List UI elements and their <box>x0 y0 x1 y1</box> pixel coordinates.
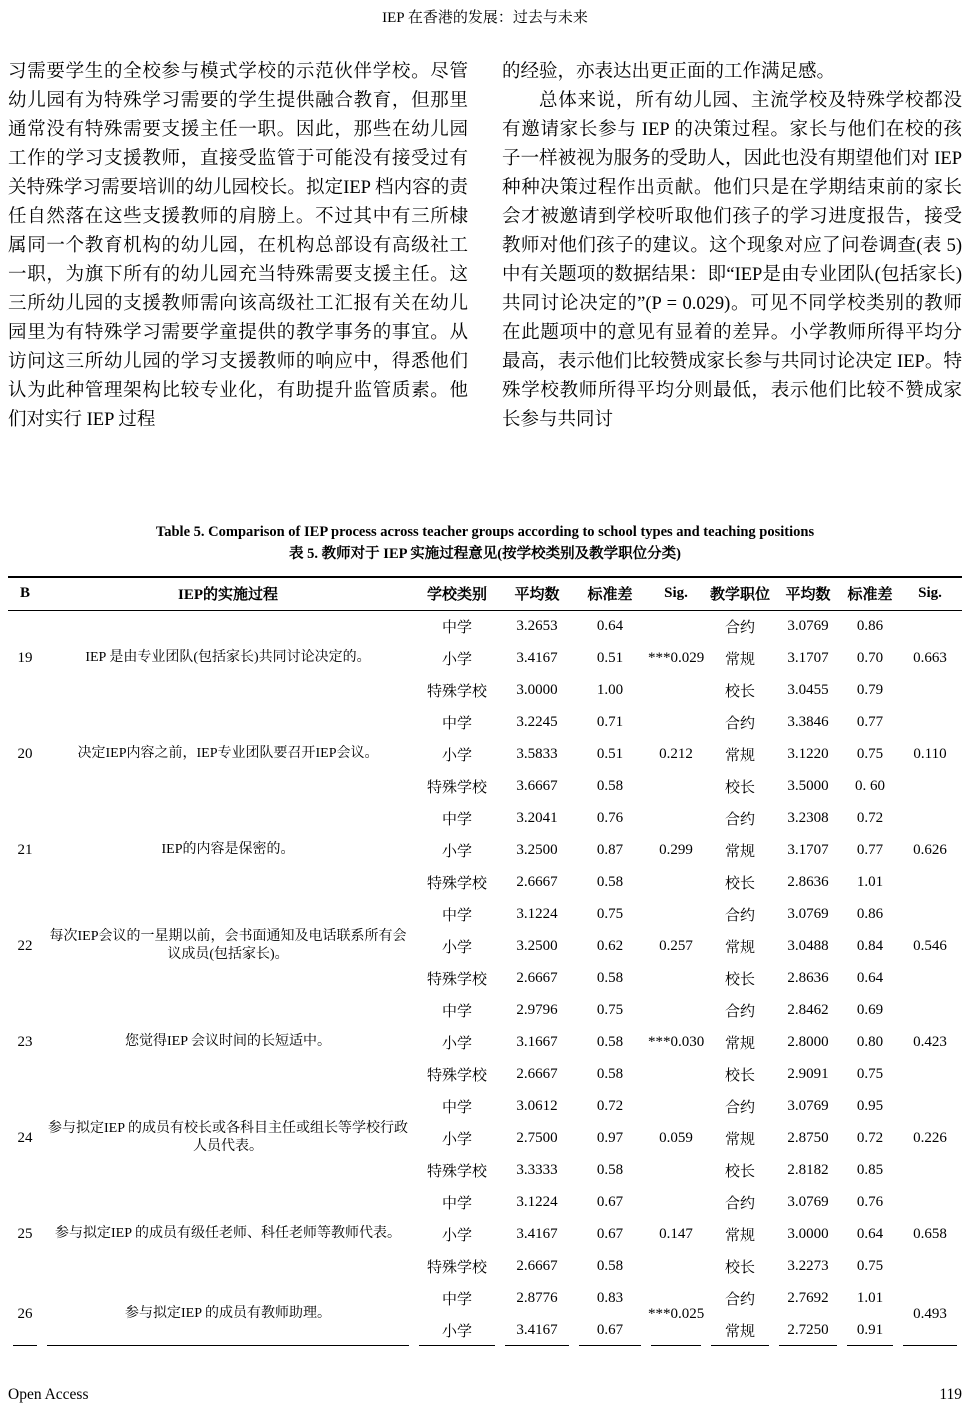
position-mean-cell: 3.5000 <box>787 777 829 794</box>
position-cell: 合约 <box>724 715 755 732</box>
school-sd-cell: 0.71 <box>596 713 624 730</box>
school-mean-cell: 2.9796 <box>516 1001 558 1018</box>
position-sd-cell: 0.77 <box>856 713 884 730</box>
position-sig-cell: 0.626 <box>913 841 947 858</box>
school-mean-cell: 3.4167 <box>500 1314 574 1346</box>
question-cell: 您觉得IEP 会议时间的长短适中。 <box>125 1034 331 1049</box>
school-type-cell: 小学 <box>441 1227 472 1244</box>
school-mean-cell: 3.4167 <box>516 1225 558 1242</box>
school-type-cell: 特殊学校 <box>426 683 487 700</box>
position-cell: 常规 <box>724 747 755 764</box>
position-sd-cell: 0.72 <box>856 1129 884 1146</box>
position-mean-cell: 2.9091 <box>787 1065 829 1082</box>
column-header-mean-2: 平均数 <box>785 587 831 604</box>
position-sd-cell: 0.91 <box>842 1314 898 1346</box>
position-sig-cell: 0.658 <box>913 1225 947 1242</box>
position-cell: 校长 <box>724 875 755 892</box>
school-sd-cell: 0.51 <box>596 745 624 762</box>
position-mean-cell: 3.0769 <box>787 905 829 922</box>
column-header-sd-1: 标准差 <box>587 587 633 604</box>
school-mean-cell: 2.8776 <box>516 1289 558 1306</box>
school-type-cell: 特殊学校 <box>426 875 487 892</box>
position-cell: 常规 <box>724 1227 755 1244</box>
position-cell: 合约 <box>724 1195 755 1212</box>
school-mean-cell: 3.2653 <box>516 617 558 634</box>
position-cell: 常规 <box>724 651 755 668</box>
school-sd-cell: 0.83 <box>596 1289 624 1306</box>
position-mean-cell: 2.8750 <box>787 1129 829 1146</box>
school-type-cell: 中学 <box>441 1003 472 1020</box>
position-mean-cell: 3.0488 <box>787 937 829 954</box>
position-sd-cell: 1.01 <box>856 1289 884 1306</box>
position-mean-cell: 3.0769 <box>787 1193 829 1210</box>
position-sd-cell: 0.84 <box>856 937 884 954</box>
position-cell: 校长 <box>724 1259 755 1276</box>
school-type-cell: 小学 <box>441 747 472 764</box>
position-mean-cell: 2.8636 <box>787 969 829 986</box>
school-sig-cell: ***0.025 <box>646 1282 706 1346</box>
school-sd-cell: 0.62 <box>596 937 624 954</box>
position-mean-cell: 2.7250 <box>774 1314 842 1346</box>
position-sig-cell: 0.546 <box>913 937 947 954</box>
school-mean-cell: 3.2500 <box>516 937 558 954</box>
school-type-cell: 中学 <box>441 1195 472 1212</box>
position-mean-cell: 2.8000 <box>787 1033 829 1050</box>
table-row <box>8 1282 962 1314</box>
school-sd-cell: 0.58 <box>596 1257 624 1274</box>
item-number-cell: 19 <box>17 649 33 666</box>
column-header-sd-2: 标准差 <box>847 587 893 604</box>
position-sig-cell: 0.226 <box>913 1129 947 1146</box>
school-sd-cell: 0.76 <box>596 809 624 826</box>
left-column <box>8 58 468 435</box>
position-sd-cell: 0.64 <box>856 969 884 986</box>
school-mean-cell: 3.2500 <box>516 841 558 858</box>
position-mean-cell: 2.8462 <box>787 1001 829 1018</box>
position-sd-cell: 0.77 <box>856 841 884 858</box>
school-sd-cell: 0.58 <box>596 1033 624 1050</box>
position-cell: 合约 <box>724 1099 755 1116</box>
question-cell: 参与拟定IEP 的成员有教师助理。 <box>42 1282 414 1346</box>
school-sd-cell: 0.67 <box>596 1193 624 1210</box>
school-type-cell: 中学 <box>441 715 472 732</box>
position-sd-cell: 0. 60 <box>855 777 885 794</box>
school-type-cell: 小学 <box>441 939 472 956</box>
position-sd-cell: 0.75 <box>856 1257 884 1274</box>
position-mean-cell: 3.0455 <box>787 681 829 698</box>
position-sd-cell: 0.70 <box>856 649 884 666</box>
item-number-cell: 20 <box>17 745 33 762</box>
question-cell: IEP的内容是保密的。 <box>161 842 295 857</box>
position-sd-cell: 1.01 <box>856 873 884 890</box>
column-header-process: IEP的实施过程 <box>177 587 278 604</box>
school-sig-cell: ***0.029 <box>648 649 705 666</box>
school-sd-cell: 0.64 <box>596 617 624 634</box>
position-cell: 合约 <box>724 619 755 636</box>
question-cell: 每次IEP会议的一星期以前，会书面通知及电话联系所有会议成员(包括家长)。 <box>49 929 407 962</box>
school-mean-cell: 3.2245 <box>516 713 558 730</box>
school-sd-cell: 0.58 <box>596 1065 624 1082</box>
school-type-cell: 小学 <box>441 1131 472 1148</box>
school-mean-cell: 3.1224 <box>516 1193 558 1210</box>
school-sd-cell: 0.58 <box>596 777 624 794</box>
school-sd-cell: 0.58 <box>596 873 624 890</box>
table-row <box>8 994 962 1026</box>
school-sd-cell: 1.00 <box>596 681 624 698</box>
school-sd-cell: 0.51 <box>596 649 624 666</box>
item-number-cell: 23 <box>17 1033 33 1050</box>
school-type-cell: 中学 <box>441 1291 472 1308</box>
school-sd-cell: 0.67 <box>596 1225 624 1242</box>
table-row <box>8 802 962 834</box>
school-sd-cell: 0.67 <box>574 1314 646 1346</box>
school-sig-cell: 0.299 <box>659 841 693 858</box>
position-cell: 校长 <box>724 1067 755 1084</box>
position-cell: 校长 <box>724 1163 755 1180</box>
position-sd-cell: 0.86 <box>856 617 884 634</box>
school-type-cell: 中学 <box>441 1099 472 1116</box>
school-sig-cell: ***0.030 <box>648 1033 705 1050</box>
table-caption <box>8 523 962 564</box>
position-cell: 校长 <box>724 971 755 988</box>
school-sig-cell: 0.257 <box>659 937 693 954</box>
position-sd-cell: 0.76 <box>856 1193 884 1210</box>
question-cell: 参与拟定IEP 的成员有校长或各科目主任或组长等学校行政人员代表。 <box>48 1121 408 1154</box>
page-footer <box>8 1386 962 1404</box>
position-mean-cell: 3.1707 <box>787 841 829 858</box>
paragraph: 习需要学生的全校参与模式学校的示范伙伴学校。尽管幼儿园有为特殊学习需要的学生提供融合教育，但那里通常没有特殊需要支援主任一职。因此，那些在幼儿园工作的学习支援教师，直接受监管于可能没有接受过有关特殊学习需要培训的幼儿园校长。拟定IEP 档内容的责任自然落在这些支援教师的肩膀上。不过其中有三所棣属同一个教育机构的幼儿园，在机构总部设有高级社工一职，为旗下所有的幼儿园充当特殊需要支援主任。这三所幼儿园的支援教师需向该高级社工汇报有关在幼儿园里为有特殊学习需要学童提供的教学事务的事宜。从访问这三所幼儿园的学习支援教师的响应中，得悉他们认为此种管理架构比较专业化，有助提升监管质素。他们对实行 IEP 过程 <box>8 62 468 430</box>
position-cell: 合约 <box>724 907 755 924</box>
position-sd-cell: 0.80 <box>856 1033 884 1050</box>
school-type-cell: 特殊学校 <box>426 971 487 988</box>
item-number-cell: 22 <box>17 937 33 954</box>
school-mean-cell: 3.1667 <box>516 1033 558 1050</box>
position-sd-cell: 0.72 <box>856 809 884 826</box>
school-type-cell: 特殊学校 <box>426 1163 487 1180</box>
paragraph: 的经验，亦表达出更正面的工作满足感。 <box>502 62 836 82</box>
position-cell: 常规 <box>724 939 755 956</box>
position-mean-cell: 3.2273 <box>787 1257 829 1274</box>
school-type-cell: 特殊学校 <box>426 1259 487 1276</box>
position-sig-cell: 0.110 <box>913 745 947 762</box>
school-mean-cell: 3.2041 <box>516 809 558 826</box>
iep-process-table <box>8 576 962 1346</box>
table-row <box>8 898 962 930</box>
question-cell: 决定IEP内容之前，IEP专业团队要召开IEP会议。 <box>77 746 379 761</box>
column-header-sig-2: Sig. <box>918 585 942 602</box>
table-row <box>8 1090 962 1122</box>
position-cell: 常规 <box>724 1035 755 1052</box>
table-row <box>8 1186 962 1218</box>
school-mean-cell: 3.0000 <box>516 681 558 698</box>
position-sd-cell: 0.86 <box>856 905 884 922</box>
position-cell: 常规 <box>724 843 755 860</box>
school-sig-cell: 0.059 <box>659 1129 693 1146</box>
column-header-b: B <box>19 585 30 602</box>
paragraph: 总体来说，所有幼儿园、主流学校及特殊学校都没有邀请家长参与 IEP 的决策过程。家长与他们在校的孩子一样被视为服务的受助人，因此也没有期望他们对 IEP 种种决策过程作出贡献。他们只是在学期结束前的家长会才被邀请到学校听取他们孩子的学习进度报告，接受教师对他们孩子的建议。这个现象对应了问卷调查(表 5)中有关题项的数据结果：即“IEP是由专业团队(包括家长)共同讨论决定的”(P = 0.029)。可见不同学校类别的教师在此题项中的意见有显着的差异。小学教师所得平均分最高，表示他们比较赞成家长参与共同讨论决定 IEP。特殊学校教师所得平均分则最低，表示他们比较不赞成家长参与共同讨 <box>502 91 962 430</box>
school-sd-cell: 0.97 <box>596 1129 624 1146</box>
school-type-cell: 中学 <box>441 619 472 636</box>
school-type-cell: 小学 <box>441 651 472 668</box>
right-column <box>502 58 962 435</box>
table-row <box>8 610 962 642</box>
table-header-row <box>8 577 962 610</box>
table-caption-chinese: 表 5. 教师对于 IEP 实施过程意见(按学校类别及教学职位分类) <box>289 546 681 562</box>
position-mean-cell: 2.7692 <box>787 1289 829 1306</box>
school-mean-cell: 2.6667 <box>516 873 558 890</box>
position-mean-cell: 2.8182 <box>787 1161 829 1178</box>
school-type-cell: 中学 <box>441 811 472 828</box>
school-sd-cell: 0.58 <box>596 1161 624 1178</box>
school-sd-cell: 0.75 <box>596 1001 624 1018</box>
column-header-position: 教学职位 <box>709 587 770 604</box>
school-sig-cell: 0.147 <box>659 1225 693 1242</box>
school-mean-cell: 3.6667 <box>516 777 558 794</box>
item-number-cell: 24 <box>17 1129 33 1146</box>
position-sd-cell: 0.64 <box>856 1225 884 1242</box>
column-header-school-type: 学校类别 <box>426 587 487 604</box>
position-mean-cell: 2.8636 <box>787 873 829 890</box>
school-mean-cell: 3.3333 <box>516 1161 558 1178</box>
school-type-cell: 小学 <box>441 1035 472 1052</box>
position-mean-cell: 3.0000 <box>787 1225 829 1242</box>
position-sd-cell: 0.79 <box>856 681 884 698</box>
position-sd-cell: 0.69 <box>856 1001 884 1018</box>
school-type-cell: 特殊学校 <box>426 779 487 796</box>
school-mean-cell: 3.5833 <box>516 745 558 762</box>
table-header <box>8 577 962 610</box>
school-sd-cell: 0.58 <box>596 969 624 986</box>
position-cell: 校长 <box>724 779 755 796</box>
school-mean-cell: 2.6667 <box>516 1065 558 1082</box>
school-mean-cell: 3.4167 <box>516 649 558 666</box>
school-mean-cell: 2.6667 <box>516 969 558 986</box>
school-type-cell: 小学 <box>414 1314 500 1346</box>
column-header-mean-1: 平均数 <box>514 587 560 604</box>
table-body <box>8 610 962 1346</box>
position-cell: 合约 <box>724 1003 755 1020</box>
position-sd-cell: 0.95 <box>856 1097 884 1114</box>
table-row <box>8 706 962 738</box>
page-number: 119 <box>939 1386 962 1403</box>
school-sd-cell: 0.87 <box>596 841 624 858</box>
body-text <box>8 58 962 435</box>
school-type-cell: 中学 <box>441 907 472 924</box>
school-mean-cell: 3.1224 <box>516 905 558 922</box>
item-number-cell: 25 <box>17 1225 33 1242</box>
question-cell: 参与拟定IEP 的成员有级任老师、科任老师等教师代表。 <box>55 1226 401 1241</box>
position-sig-cell: 0.423 <box>913 1033 947 1050</box>
position-cell: 校长 <box>724 683 755 700</box>
column-header-sig-1: Sig. <box>664 585 688 602</box>
position-mean-cell: 3.2308 <box>787 809 829 826</box>
position-cell: 合约 <box>724 1291 755 1308</box>
position-sd-cell: 0.75 <box>856 745 884 762</box>
school-mean-cell: 2.7500 <box>516 1129 558 1146</box>
school-sd-cell: 0.72 <box>596 1097 624 1114</box>
item-number-cell: 21 <box>17 841 33 858</box>
position-mean-cell: 3.1707 <box>787 649 829 666</box>
school-type-cell: 小学 <box>441 843 472 860</box>
position-sig-cell: 0.493 <box>898 1282 962 1346</box>
position-cell: 常规 <box>706 1314 774 1346</box>
position-sig-cell: 0.663 <box>913 649 947 666</box>
school-sd-cell: 0.75 <box>596 905 624 922</box>
position-mean-cell: 3.3846 <box>787 713 829 730</box>
school-mean-cell: 3.0612 <box>516 1097 558 1114</box>
position-cell: 常规 <box>724 1131 755 1148</box>
position-mean-cell: 3.0769 <box>787 1097 829 1114</box>
position-mean-cell: 3.0769 <box>787 617 829 634</box>
position-sd-cell: 0.75 <box>856 1065 884 1082</box>
school-type-cell: 特殊学校 <box>426 1067 487 1084</box>
school-sig-cell: 0.212 <box>659 745 693 762</box>
position-sd-cell: 0.85 <box>856 1161 884 1178</box>
item-number-cell: 26 <box>8 1282 42 1346</box>
question-cell: IEP 是由专业团队(包括家长)共同讨论决定的。 <box>85 650 371 666</box>
open-access-label: Open Access <box>8 1386 89 1403</box>
position-cell: 合约 <box>724 811 755 828</box>
position-mean-cell: 3.1220 <box>787 745 829 762</box>
table-caption-english: Table 5. Comparison of IEP process across teacher groups according to school types and teaching positions <box>155 524 815 540</box>
running-title: IEP 在香港的发展：过去与未来 <box>382 10 588 26</box>
school-mean-cell: 2.6667 <box>516 1257 558 1274</box>
